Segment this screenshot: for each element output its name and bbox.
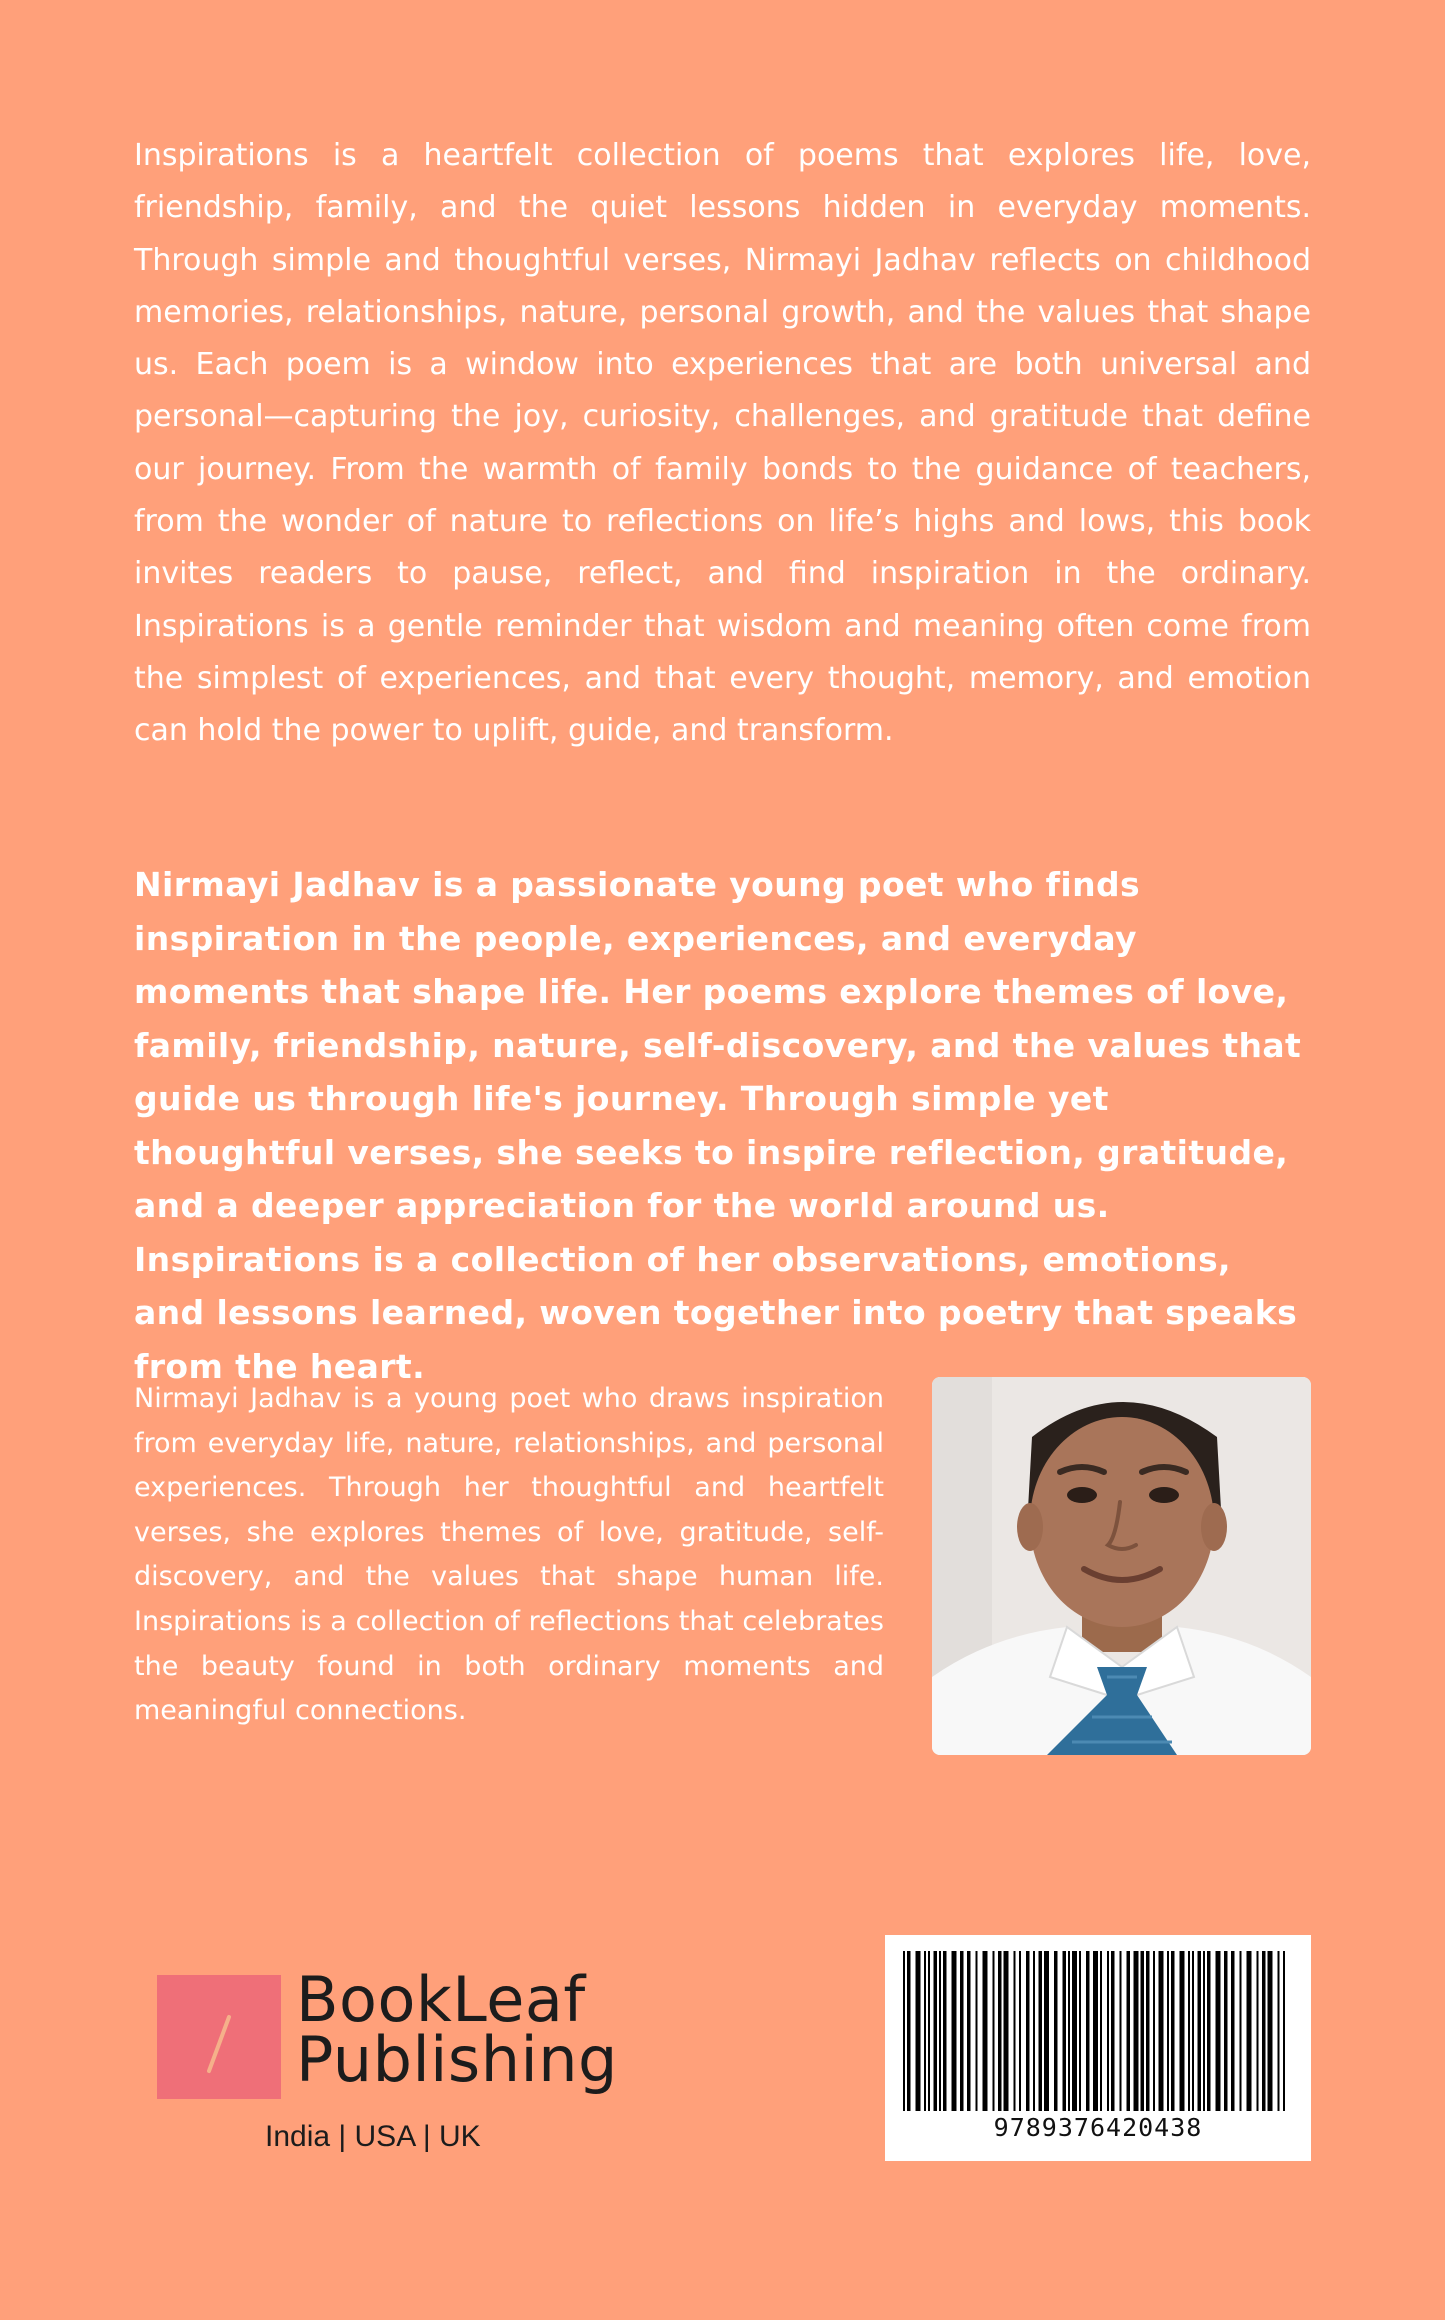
barcode-bar: [928, 1951, 930, 2111]
isbn-barcode: [885, 1935, 1311, 2161]
barcode-bar: [1257, 1951, 1259, 2111]
slash-mark-icon: [157, 1975, 281, 2099]
barcode-bar: [1134, 1951, 1139, 2111]
barcode-bar: [1188, 1951, 1190, 2111]
barcode-bar: [1086, 1951, 1090, 2111]
barcode-bar: [934, 1951, 938, 2111]
barcode-bar: [1014, 1951, 1016, 2111]
barcode-bar: [1054, 1951, 1058, 2111]
barcode-bar: [960, 1951, 964, 2111]
barcode-bar: [1120, 1951, 1122, 2111]
barcode-bar: [939, 1951, 941, 2111]
barcode-bar: [1224, 1951, 1228, 2111]
barcode-bar: [1167, 1951, 1169, 2111]
barcode-bar: [943, 1951, 947, 2111]
barcode-bar: [952, 1951, 957, 2111]
publisher-name-line1: BookLeaf: [296, 1963, 586, 2036]
publisher-locations: India | USA | UK: [265, 2120, 481, 2153]
barcode-bar: [1198, 1951, 1202, 2111]
barcode-bar: [1203, 1951, 1205, 2111]
barcode-bar: [1111, 1951, 1115, 2111]
barcode-bar: [1268, 1951, 1273, 2111]
barcode-bar: [1240, 1951, 1242, 2111]
barcode-bar: [1216, 1951, 1221, 2111]
barcode-bar: [1192, 1951, 1194, 2111]
barcode-bar: [1278, 1951, 1280, 2111]
author-portrait-illustration: [932, 1377, 1311, 1755]
barcode-bar: [983, 1951, 988, 2111]
barcode-bar: [1039, 1951, 1043, 2111]
barcode-bar: [1153, 1951, 1155, 2111]
barcode-bar: [1026, 1951, 1030, 2111]
barcode-bar: [1180, 1951, 1185, 2111]
barcode-bar: [1063, 1951, 1067, 2111]
author-photo: [932, 1377, 1311, 1755]
barcode-bar: [1033, 1951, 1035, 2111]
publisher-logo: [157, 1963, 618, 2170]
barcode-bar: [967, 1951, 971, 2111]
author-bio-short: Nirmayi Jadhav is a young poet who draws inspiration from everyday life, nature, relationships, and personal experiences. Through her thoughtful and heartfelt verses, she explores themes of love, gratitude, self-discovery, and the values that shape human life. Inspirations is a collection of reflections that celebrates the beauty found in both ordinary moments and meaningful connections.: [134, 1383, 884, 1727]
barcode-bar: [1207, 1951, 1211, 2111]
barcode-bar: [924, 1951, 926, 2111]
barcode-bar: [998, 1951, 1002, 2111]
barcode-bar: [903, 1951, 905, 2111]
barcode-bar: [1247, 1951, 1252, 2111]
barcode-bar: [993, 1951, 995, 2111]
barcode-bar: [1107, 1951, 1109, 2111]
barcode-bar: [1100, 1951, 1102, 2111]
barcode-bar: [1079, 1951, 1081, 2111]
barcode-bar: [1231, 1951, 1235, 2111]
barcode-bar: [1068, 1951, 1070, 2111]
book-blurb: Inspirations is a heartfelt collection of poems that explores life, love, friendship, family, and the quiet lessons hidden in everyday moments. Through simple and thoughtful verses, Nirmayi Jadhav reflects on childhood memories, relationships, nature, personal growth, and the values that shape us. Each poem is a window into experiences that are both universal and personal—capturing the joy, curiosity, challenges, and gratitude that define our journey. From the warmth of family bonds to the guidance of teachers, from the wonder of nature to reflections on life’s highs and lows, this book invites readers to pause, reflect, and find inspiration in the ordinary. Inspirations is a gentle reminder that wisdom and meaning often come from the simplest of experiences, and that every thought, memory, and emotion can hold the power to uplift, guide, and transform.: [134, 138, 1311, 749]
isbn-number: 9789376420438: [993, 2113, 1203, 2142]
barcode-bar: [916, 1951, 921, 2111]
barcode-bars: [885, 1935, 1311, 2115]
barcode-bar: [1044, 1951, 1049, 2111]
barcode-bar: [1159, 1951, 1164, 2111]
barcode-bar: [1072, 1951, 1077, 2111]
barcode-bar: [976, 1951, 978, 2111]
author-bio-bold: Nirmayi Jadhav is a passionate young poet who finds inspiration in the people, experiences, and everyday moments that shape life. Her poems explore themes of love, family, friendship, nature, self-discovery, and the values that guide us through life's journey. Through simple yet thoughtful verses, she seeks to inspire reflection, gratitude, and a deeper appreciation for the world around us. Inspirations is a collection of her observations, emotions, and lessons learned, woven together into poetry that speaks from the heart.: [134, 865, 1302, 1386]
barcode-bar: [907, 1951, 911, 2111]
barcode-bar: [1146, 1951, 1150, 2111]
barcode-bar: [1171, 1951, 1175, 2111]
barcode-bar: [1127, 1951, 1131, 2111]
barcode-bar: [1004, 1951, 1009, 2111]
barcode-bar: [1141, 1951, 1145, 2111]
barcode-bar: [1262, 1951, 1266, 2111]
publisher-name-line2: Publishing: [296, 2023, 618, 2096]
barcode-bar: [1283, 1951, 1285, 2111]
barcode-bar: [1019, 1951, 1021, 2111]
publisher-name: [296, 1963, 618, 2096]
barcode-bar: [1093, 1951, 1098, 2111]
